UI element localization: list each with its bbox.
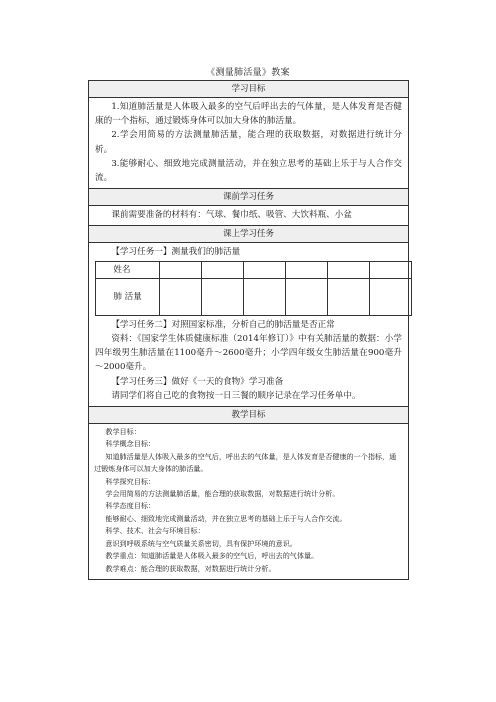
name-cell[interactable] xyxy=(244,261,286,278)
lung-capacity-record-table xyxy=(95,261,412,316)
teaching-line: 学会用简易的方法测量肺活量，能合理的获取数据，对数据进行统计分析。 xyxy=(105,489,340,499)
document-title: 《测量肺活量》教案 xyxy=(206,68,290,78)
lung-capacity-cell[interactable] xyxy=(202,278,244,315)
pre-class-header: 课前学习任务 xyxy=(89,189,409,206)
goals-header: 学习目标 xyxy=(89,81,409,98)
lung-capacity-cell[interactable] xyxy=(160,278,202,315)
name-cell[interactable] xyxy=(286,261,328,278)
in-class-body xyxy=(89,243,409,407)
teaching-line: 能够耐心、细致地完成测量活动，并在独立思考的基础上乐于与人合作交流。 xyxy=(105,513,347,523)
task-3: 【学习任务三】做好《一天的食物》学习准备 xyxy=(111,376,284,387)
task-2: 【学习任务二】对照国家标准，分析自己的肺活量是否正常 xyxy=(111,319,335,330)
pre-class-materials: 课前需要准备的材料有：气球、餐巾纸、吸管、大饮料瓶、小盆 xyxy=(111,210,352,221)
task-1: 【学习任务一】测量我们的肺活量 xyxy=(111,247,241,258)
lung-capacity-cell[interactable] xyxy=(370,278,412,315)
reference-material: 资料：《国家学生体质健康标准（2014年修订）》中有关肺活量的数据：小学四年级男生肺活量在1100毫升～2600毫升；小学四年级女生肺活量在900毫升～2000毫升。 xyxy=(95,334,402,373)
lung-capacity-cell[interactable] xyxy=(244,278,286,315)
in-class-header: 课上学习任务 xyxy=(89,226,409,243)
task-3-instruction: 请同学们将自己吃的食物按一日三餐的顺序记录在学习任务单中。 xyxy=(111,390,361,401)
name-row-label: 姓名 xyxy=(96,261,160,278)
goal-item-2: 2.学会用简易的方法测量肺活量，能合理的获取数据，对数据进行统计分析。 xyxy=(95,130,402,155)
lesson-plan-table xyxy=(88,80,409,580)
name-cell[interactable] xyxy=(202,261,244,278)
name-cell[interactable] xyxy=(160,261,202,278)
teaching-line: 科学、技术、社会与环境目标： xyxy=(105,526,205,536)
teaching-line: 教学目标： xyxy=(105,427,141,437)
teaching-line: 科学探究目标： xyxy=(105,476,156,486)
teaching-line: 意识到呼吸系统与空气质量关系密切，具有保护环境的意识。 xyxy=(105,538,297,548)
lung-capacity-cell[interactable] xyxy=(286,278,328,315)
goals-body xyxy=(89,98,409,189)
teaching-line: 教学重点：知道肺活量是人体吸入最多的空气后，呼出去的气体量。 xyxy=(105,551,319,561)
goal-item-3: 3.能够耐心、细致地完成测量活动，并在独立思考的基础上乐于与人合作交流。 xyxy=(95,158,402,184)
pre-class-body xyxy=(89,206,409,226)
name-cell[interactable] xyxy=(328,261,370,278)
goal-item-1: 1.知道肺活量是人体吸入最多的空气后呼出去的气体量，是人体发育是否健康的一个指标，通过锻炼身体可以加大身体的肺活量。 xyxy=(95,102,402,127)
teaching-goals-header: 教学目标 xyxy=(89,407,409,424)
teaching-line: 科学概念目标： xyxy=(105,439,156,449)
teaching-line: 教学难点：能合理的获取数据，对数据进行统计分析。 xyxy=(105,563,276,573)
lung-capacity-cell[interactable] xyxy=(328,278,370,315)
teaching-goals-body xyxy=(89,424,409,580)
name-cell[interactable] xyxy=(370,261,412,278)
teaching-line: 科学态度目标： xyxy=(105,501,156,511)
teaching-line: 知道肺活量是人体吸入最多的空气后，呼出去的气体量，是人体发育是否健康的一个指标，通过锻炼身体可以加大身体的肺活量。 xyxy=(94,451,397,474)
lung-capacity-row-label: 肺 活量 xyxy=(96,278,160,315)
